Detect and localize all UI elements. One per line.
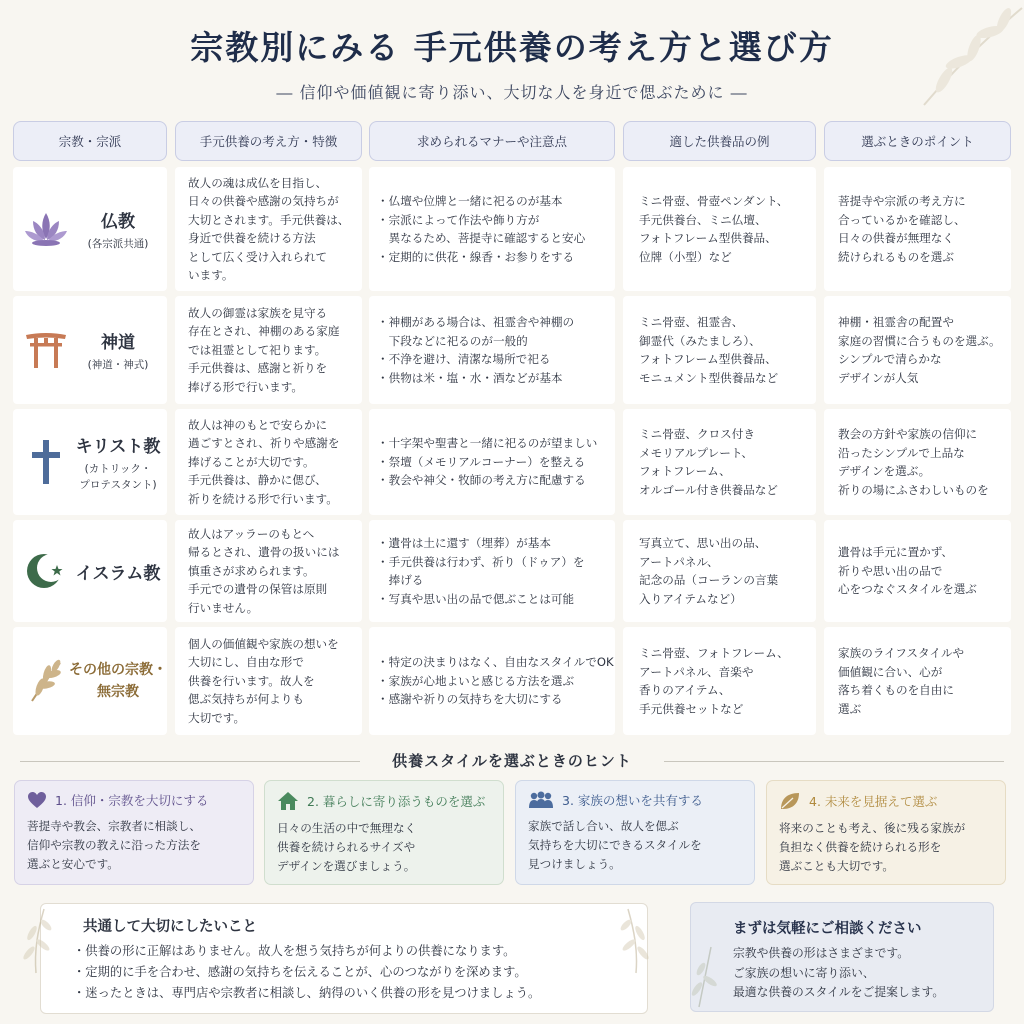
religion-name: キリスト教: [75, 436, 161, 457]
items-cell-shinto: ミニ骨壺、祖霊舎、 御霊代（みたましろ）、 フォトフレーム型供養品、 モニュメント型供養品など: [623, 296, 816, 404]
religion-name: 仏教: [101, 211, 135, 232]
manners-cell-other: ・特定の決まりはなく、自由なスタイルでOK ・家族が心地よいと感じる方法を選ぶ ・感謝や祈りの気持ちを大切にする: [369, 627, 615, 735]
consult-box: [690, 902, 994, 1012]
religion-subname: (各宗派共通): [87, 237, 149, 250]
points-cell-islam: 遺骨は手元に置かず、 祈りや思い出の品で 心をつなぐスタイルを選ぶ: [824, 520, 1011, 622]
hints-title: 供養スタイルを選ぶときのヒント: [392, 752, 632, 770]
religion-cell-christianity: [13, 409, 167, 515]
leaf-icon: [779, 791, 801, 811]
page-subtitle: ― 信仰や価値観に寄り添い、大切な人を身近で偲ぶために ―: [276, 83, 748, 102]
hint-card-family: 3. 家族の想いを共有する 家族で話し合い、故人を偲ぶ 気持ちを大切にできるスタイルを 見つけましょう。: [515, 780, 755, 885]
lotus-icon: [23, 209, 69, 249]
column-header-features: 手元供養の考え方・特徴: [175, 121, 362, 161]
consult-line: ご家族の想いに寄り添い、: [733, 965, 875, 980]
religion-name-line2: 無宗教: [97, 684, 139, 700]
column-header-manners: 求められるマナーや注意点: [369, 121, 615, 161]
manners-cell-christianity: ・十字架や聖書と一緒に祀るのが望ましい ・祭壇（メモリアルコーナー）を整える ・教会や神父・牧師の考え方に配慮する: [369, 409, 615, 515]
points-cell-shinto: 神棚・祖霊舎の配置や 家庭の習慣に合うものを選ぶ。 シンプルで清らかな デザインが人気: [824, 296, 1011, 404]
hint-title: 4. 未来を見据えて選ぶ: [809, 794, 938, 809]
manners-cell-buddhism: ・仏壇や位牌と一緒に祀るのが基本 ・宗派によって作法や飾り方が 異なるため、菩提寺に確認すると安心 ・定期的に供花・線香・お参りをする: [369, 167, 615, 291]
cross-icon: [23, 438, 69, 486]
leaf-decoration-left: [18, 905, 54, 975]
consult-line: 宗教や供養の形はさまざまです。: [733, 946, 910, 960]
religion-subname: (神道・神式): [87, 358, 149, 371]
features-cell-islam: 故人はアッラーのもとへ 帰るとされ、遺骨の扱いには 慎重さが求められます。 手元での遺骨の保管は原則 行いません。: [175, 520, 362, 622]
points-cell-christianity: 教会の方針や家族の信仰に 沿ったシンプルで上品な デザインを選ぶ。 祈りの場にふさわしいものを: [824, 409, 1011, 515]
family-icon: [528, 791, 554, 809]
divider-right: [664, 761, 1004, 762]
religion-cell-shinto: [13, 296, 167, 404]
items-cell-christianity: ミニ骨壺、クロス付き メモリアルプレート、 フォトフレーム、 オルゴール付き供養品など: [623, 409, 816, 515]
common-line: ・供養の形に正解はありません。故人を想う気持ちが何よりの供養になります。: [73, 944, 516, 958]
manners-cell-shinto: ・神棚がある場合は、祖霊舎や神棚の 下段などに祀るのが一般的 ・不浄を避け、清潔な場所で祀る ・供物は米・塩・水・酒などが基本: [369, 296, 615, 404]
leaf-decoration-right: [618, 905, 654, 975]
hint-card-faith: 1. 信仰・宗教を大切にする 菩提寺や教会、宗教者に相談し、 信仰や宗教の教えに沿った方法を 選ぶと安心です。: [14, 780, 254, 885]
hint-title: 1. 信仰・宗教を大切にする: [55, 793, 209, 808]
religion-cell-buddhism: [13, 167, 167, 291]
column-header-religion: 宗教・宗派: [13, 121, 167, 161]
religion-name: その他の宗教・: [69, 662, 167, 678]
features-cell-christianity: 故人は神のもとで安らかに 過ごすとされ、祈りや感謝を 捧げることが大切です。 手元供養は、静かに偲び、 祈りを続ける形で行います。: [175, 409, 362, 515]
common-line: ・定期的に手を合わせ、感謝の気持ちを伝えることが、心のつながりを深めます。: [73, 965, 527, 979]
common-title: 共通して大切にしたいこと: [83, 919, 257, 935]
points-cell-other: 家族のライフスタイルや 価値観に合い、心が 落ち着くものを自由に 選ぶ: [824, 627, 1011, 735]
column-header-items: 適した供養品の例: [623, 121, 816, 161]
religion-name: イスラム教: [75, 563, 161, 584]
page-title: 宗教別にみる 手元供養の考え方と選び方: [190, 28, 834, 67]
items-cell-islam: 写真立て、思い出の品、 アートパネル、 記念の品（コーランの言葉 入りアイテムなど）: [623, 520, 816, 622]
religion-cell-islam: [13, 520, 167, 622]
hint-title: 2. 暮らしに寄り添うものを選ぶ: [307, 794, 486, 809]
common-points-box: [40, 903, 648, 1014]
common-line: ・迷ったときは、専門店や宗教者に相談し、納得のいく供養の形を見つけましょう。: [73, 986, 541, 1000]
features-cell-buddhism: 故人の魂は成仏を目指し、 日々の供養や感謝の気持ちが 大切とされます。手元供養は、 身近で供養を続ける方法 として広く受け入れられて います。: [175, 167, 362, 291]
hint-card-future: 4. 未来を見据えて選ぶ 将来のことも考え、後に残る家族が 負担なく供養を続けられる形を 選ぶことも大切です。: [766, 780, 1006, 885]
features-cell-other: 個人の価値観や家族の想いを 大切にし、自由な形で 供養を行います。故人を 偲ぶ気持ちが何よりも 大切です。: [175, 627, 362, 735]
consult-title: まずは気軽にご相談ください: [733, 921, 922, 937]
consult-line: 最適な供養のスタイルをご提案します。: [733, 985, 945, 999]
crescent-icon: [23, 549, 69, 593]
leaf-icon: [23, 659, 69, 703]
column-header-points: 選ぶときのポイント: [824, 121, 1011, 161]
house-icon: [277, 791, 299, 811]
hint-title: 3. 家族の想いを共有する: [562, 793, 703, 808]
manners-cell-islam: ・遺骨は土に還す（埋葬）が基本 ・手元供養は行わず、祈り（ドゥア）を 捧げる ・写真や思い出の品で偲ぶことは可能: [369, 520, 615, 622]
hint-card-lifestyle: 2. 暮らしに寄り添うものを選ぶ 日々の生活の中で無理なく 供養を続けられるサイズや デザインを選びましょう。: [264, 780, 504, 885]
heart-icon: [27, 791, 47, 809]
torii-icon: [23, 331, 69, 369]
items-cell-other: ミニ骨壺、フォトフレーム、 アートパネル、音楽や 香りのアイテム、 手元供養セットなど: [623, 627, 816, 735]
points-cell-buddhism: 菩提寺や宗派の考え方に 合っているかを確認し、 日々の供養が無理なく 続けられるものを選ぶ: [824, 167, 1011, 291]
items-cell-buddhism: ミニ骨壺、骨壺ペンダント、 手元供養台、ミニ仏壇、 フォトフレーム型供養品、 位牌（小型）など: [623, 167, 816, 291]
religion-name: 神道: [101, 332, 135, 353]
features-cell-shinto: 故人の御霊は家族を見守る 存在とされ、神棚のある家庭 では祖霊として祀ります。 手元供養は、感謝と祈りを 捧げる形で行います。: [175, 296, 362, 404]
leaf-icon: [685, 943, 721, 1009]
religion-subname: (カトリック・ プロテスタント): [79, 462, 157, 491]
religion-cell-other: [13, 627, 167, 735]
